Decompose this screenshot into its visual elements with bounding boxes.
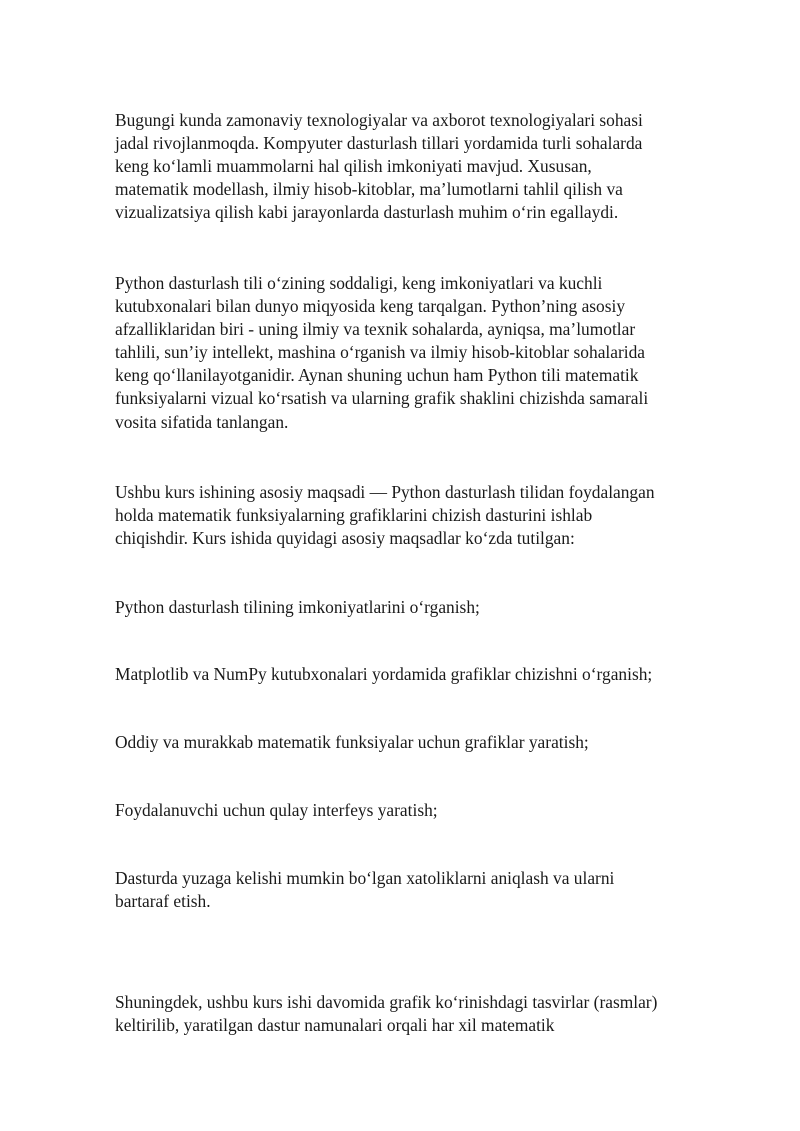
paragraph-conclusion xyxy=(115,991,715,1037)
objective-item-2 xyxy=(115,663,715,686)
text-line: vosita sifatida tanlangan. xyxy=(115,411,289,432)
text-line: Python dasturlash tili o‘zining soddaligi, keng imkoniyatlari va kuchli xyxy=(115,273,603,293)
text-line: kutubxonalari bilan dunyo miqyosida keng tarqalgan. Python’ning asosiy xyxy=(115,296,626,317)
text-line: funksiyalarni vizual ko‘rsatish va ularning grafik shaklini chizishda samarali xyxy=(115,388,649,409)
text-line: vizualizatsiya qilish kabi jarayonlarda dasturlash muhim o‘rin egallaydi. xyxy=(115,202,619,223)
text-line: Foydalanuvchi uchun qulay interfeys yaratish; xyxy=(115,800,438,820)
text-line: Matplotlib va NumPy kutubxonalari yordamida grafiklar chizishni o‘rganish; xyxy=(115,664,653,684)
objective-item-1 xyxy=(115,596,715,619)
text-line: keng ko‘lamli muammolarni hal qilish imkoniyati mavjud. Xususan, xyxy=(115,156,592,177)
text-line: afzalliklaridan biri - uning ilmiy va texnik sohalarda, ayniqsa, ma’lumotlar xyxy=(115,319,636,340)
text-line: tahlili, sun’iy intellekt, mashina o‘rganish va ilmiy hisob-kitoblar sohalarida xyxy=(115,342,645,363)
text-line: matematik modellash, ilmiy hisob-kitoblar, ma’lumotlarni tahlil qilish va xyxy=(115,179,623,200)
text-line: chiqishdir. Kurs ishida quyidagi asosiy maqsadlar ko‘zda tutilgan: xyxy=(115,528,575,549)
text-line: jadal rivojlanmoqda. Kompyuter dasturlash tillari yordamida turli sohalarda xyxy=(115,133,643,154)
text-line: bartaraf etish. xyxy=(115,891,211,912)
objective-item-5 xyxy=(115,867,715,913)
paragraph-goal xyxy=(115,481,715,550)
paragraph-intro xyxy=(115,109,715,224)
text-line: Bugungi kunda zamonaviy texnologiyalar va axborot texnologiyalari sohasi xyxy=(115,110,643,130)
paragraph-python xyxy=(115,272,715,434)
text-line: holda matematik funksiyalarning grafiklarini chizish dasturini ishlab xyxy=(115,505,593,526)
text-line: keng qo‘llanilayotganidir. Aynan shuning uchun ham Python tili matematik xyxy=(115,365,639,386)
objective-item-4 xyxy=(115,799,715,822)
text-line: Ushbu kurs ishining asosiy maqsadi — Python dasturlash tilidan foydalangan xyxy=(115,482,655,502)
objective-item-3 xyxy=(115,731,715,754)
text-line: keltirilib, yaratilgan dastur namunalari orqali har xil matematik xyxy=(115,1015,555,1036)
text-line: Python dasturlash tilining imkoniyatlarini o‘rganish; xyxy=(115,597,480,617)
text-line: Dasturda yuzaga kelishi mumkin bo‘lgan xatoliklarni aniqlash va ularni xyxy=(115,868,615,888)
text-line: Shuningdek, ushbu kurs ishi davomida grafik ko‘rinishdagi tasvirlar (rasmlar) xyxy=(115,992,658,1012)
text-line: Oddiy va murakkab matematik funksiyalar uchun grafiklar yaratish; xyxy=(115,732,589,752)
